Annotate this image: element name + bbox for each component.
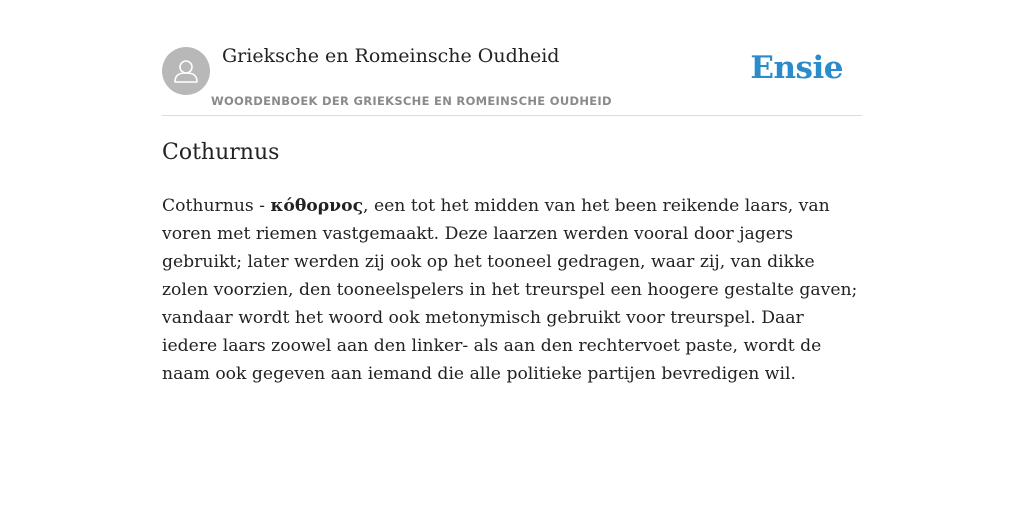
source-subtitle: WOORDENBOEK DER GRIEKSCHE EN ROMEINSCHE OUDHEID (211, 94, 612, 108)
user-icon (162, 47, 210, 95)
source-title-link[interactable]: Grieksche en Romeinsche Oudheid (222, 45, 560, 67)
page-container (162, 0, 862, 384)
entry-greek-term: κόθορνος (270, 196, 364, 216)
entry-title: Cothurnus (162, 140, 280, 165)
source-avatar[interactable] (162, 47, 210, 95)
entry-lead: Cothurnus - (162, 196, 271, 216)
entry-text: , een tot het midden van het been reikende laars, van voren met riemen vastgemaakt. Deze laarzen werden vooral door jagers gebruikt; later werden zij ook op het tooneel gedragen, waar zij, van dikke zolen voorzien, den tooneelspelers in het treurspel een hoogere gestalte gaven; vandaar wordt het woord ook metonymisch gebruikt voor treurspel. Daar iedere laars zoowel aan den linker- als aan den rechtervoet paste, wordt de naam ook gegeven aan iemand die alle politieke partijen bevredigen wil. (162, 196, 858, 384)
ensie-logo[interactable]: Ensie (750, 50, 843, 86)
entry-body (162, 192, 862, 388)
source-header (162, 0, 862, 116)
